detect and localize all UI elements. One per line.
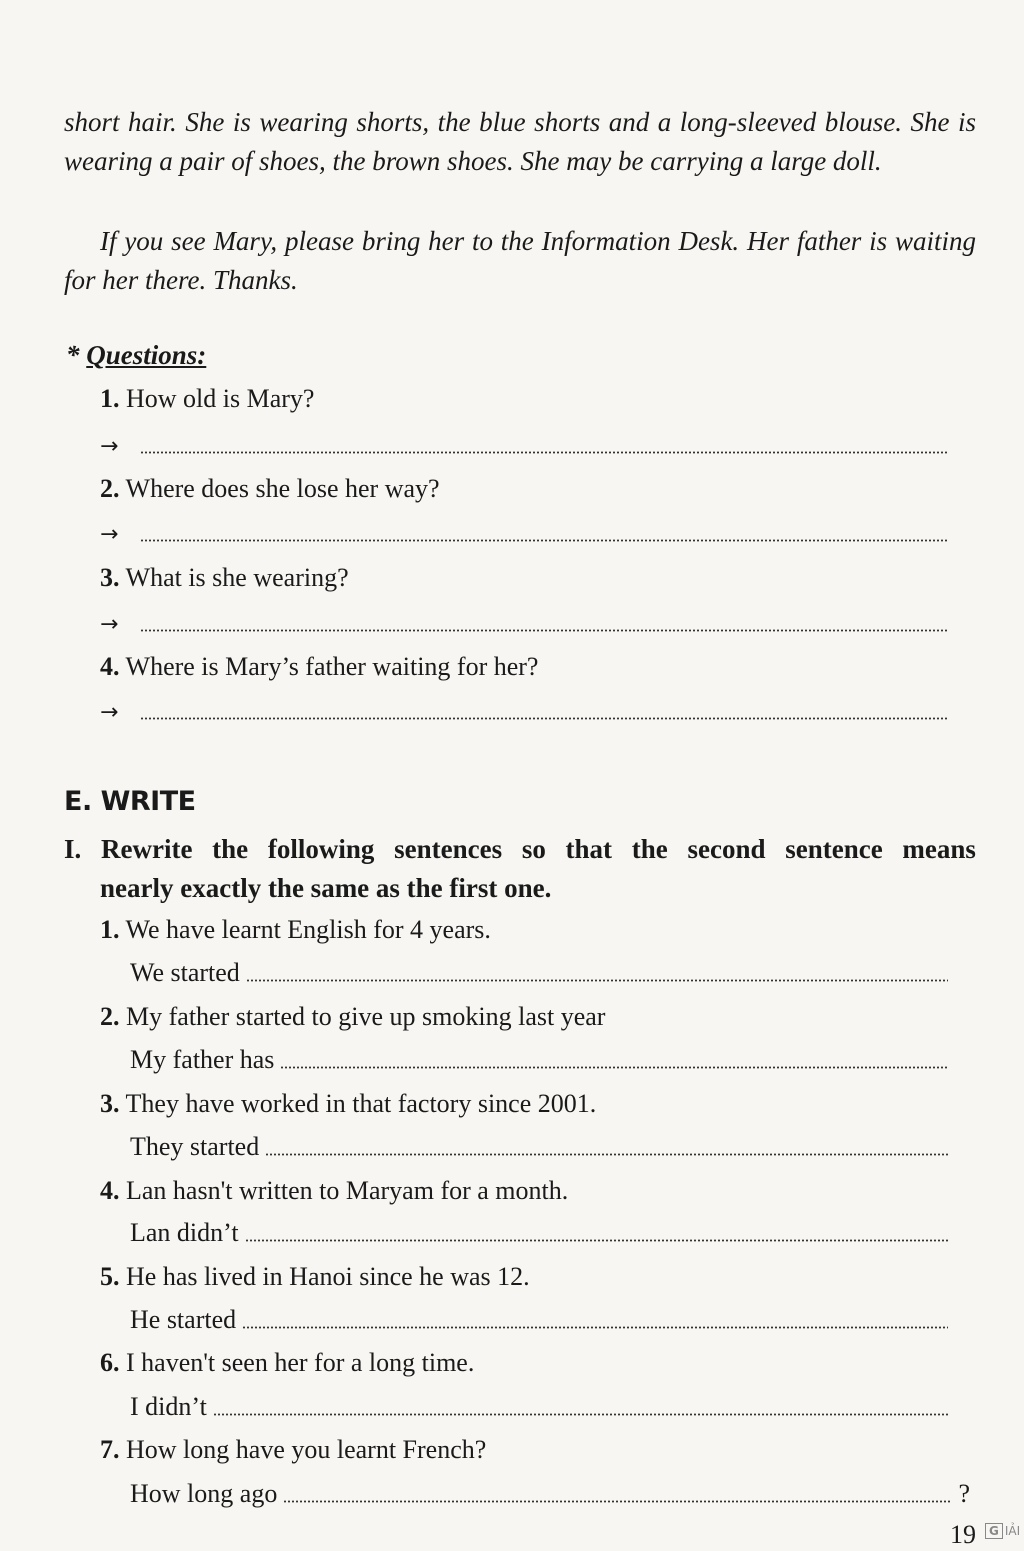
sentence-3 <box>100 1089 596 1119</box>
question-text: What is she wearing? <box>125 563 349 592</box>
rewrite-start: They started <box>130 1132 260 1161</box>
instruction-word: the <box>631 834 668 864</box>
sentence-number: 3. <box>100 1089 120 1118</box>
sentence-2 <box>100 1002 605 1032</box>
answer-line-3[interactable] <box>100 608 948 638</box>
instruction-word: the <box>212 834 249 864</box>
sentence-5 <box>100 1262 530 1292</box>
arrow-icon: → <box>100 700 119 725</box>
sentence-number: 4. <box>100 1176 120 1205</box>
question-text: Where is Mary’s father waiting for her? <box>125 652 539 681</box>
question-number: 1. <box>100 384 120 413</box>
instruction-word: sentence <box>785 834 883 864</box>
sentence-number: 1. <box>100 915 120 944</box>
dotted-line <box>283 1500 952 1503</box>
rewrite-line-3[interactable] <box>130 1130 948 1162</box>
arrow-icon: → <box>100 434 119 459</box>
instruction-word: following <box>267 834 375 864</box>
answer-line-2[interactable] <box>100 518 948 548</box>
rewrite-start: My father has <box>130 1045 275 1074</box>
dotted-line <box>140 629 948 632</box>
instruction-line-2: nearly exactly the same as the first one. <box>100 873 552 903</box>
instruction <box>64 830 976 908</box>
sentence-text: I haven't seen her for a long time. <box>126 1348 475 1377</box>
sentence-text: They have worked in that factory since 2001. <box>125 1089 597 1118</box>
question-text: How old is Mary? <box>126 384 315 413</box>
section-title: E. WRITE <box>64 786 196 817</box>
dotted-line <box>140 717 948 720</box>
question-2 <box>100 474 440 504</box>
page-number: 19 <box>950 1520 976 1549</box>
rewrite-start: He started <box>130 1305 237 1334</box>
sentence-number: 5. <box>100 1262 120 1291</box>
logo-text: IẢI <box>1004 1524 1021 1538</box>
instruction-word: means <box>902 834 976 864</box>
sentence-4 <box>100 1176 568 1206</box>
rewrite-line-4[interactable] <box>130 1216 948 1248</box>
instruction-word: so <box>521 834 546 864</box>
answer-line-4[interactable] <box>100 696 948 726</box>
dotted-line <box>242 1326 948 1329</box>
sentence-text: Lan hasn't written to Maryam for a month. <box>126 1176 569 1205</box>
sentence-number: 6. <box>100 1348 120 1377</box>
dotted-line <box>213 1413 948 1416</box>
arrow-icon: → <box>100 612 119 637</box>
sentence-text: How long have you learnt French? <box>126 1435 487 1464</box>
question-number: 2. <box>100 474 120 503</box>
sentence-text: My father started to give up smoking last year <box>126 1002 606 1031</box>
question-number: 3. <box>100 563 120 592</box>
rewrite-line-7[interactable] <box>130 1477 970 1509</box>
arrow-icon: → <box>100 522 119 547</box>
rewrite-line-1[interactable] <box>130 956 948 988</box>
rewrite-start: Lan didn’t <box>130 1218 239 1247</box>
instruction-word: Rewrite <box>100 834 193 864</box>
sentence-number: 7. <box>100 1435 120 1464</box>
sentence-text: We have learnt English for 4 years. <box>125 915 491 944</box>
reading-paragraph-1: short hair. She is wearing shorts, the blue shorts and a long-sleeved blouse. She is wearing a pair of shoes, the brown shoes. She may be carrying a large doll. <box>64 107 976 176</box>
sentence-text: He has lived in Hanoi since he was 12. <box>126 1262 530 1291</box>
instruction-word: I. <box>64 834 82 864</box>
questions-heading <box>66 340 206 371</box>
question-number: 4. <box>100 652 120 681</box>
instruction-word: sentences <box>394 834 503 864</box>
watermark-logo <box>985 1523 1020 1539</box>
rewrite-start: How long ago <box>130 1479 278 1508</box>
sentence-number: 2. <box>100 1002 120 1031</box>
question-4 <box>100 652 538 682</box>
dotted-line <box>245 1239 948 1242</box>
dotted-line <box>280 1066 948 1069</box>
questions-heading-label: Questions: <box>86 340 207 370</box>
rewrite-line-2[interactable] <box>130 1043 948 1075</box>
question-mark: ? <box>958 1479 970 1508</box>
sentence-6 <box>100 1348 474 1378</box>
sentence-1 <box>100 915 491 945</box>
dotted-line <box>265 1153 948 1156</box>
rewrite-start: We started <box>130 958 240 987</box>
dotted-line <box>140 539 948 542</box>
dotted-line <box>246 979 948 982</box>
rewrite-line-5[interactable] <box>130 1303 948 1335</box>
question-text: Where does she lose her way? <box>125 474 440 503</box>
questions-star: * <box>66 340 87 370</box>
instruction-word: that <box>565 834 613 864</box>
dotted-line <box>140 451 948 454</box>
instruction-word: second <box>687 834 766 864</box>
instruction-line-1 <box>64 830 976 869</box>
rewrite-line-6[interactable] <box>130 1390 948 1422</box>
logo-icon: G <box>985 1523 1003 1539</box>
reading-paragraph-2: If you see Mary, please bring her to the Information Desk. Her father is waiting for her there. Thanks. <box>64 226 976 295</box>
sentence-7 <box>100 1435 486 1465</box>
rewrite-start: I didn’t <box>130 1392 207 1421</box>
question-3 <box>100 563 349 593</box>
question-1 <box>100 384 314 414</box>
answer-line-1[interactable] <box>100 430 948 460</box>
